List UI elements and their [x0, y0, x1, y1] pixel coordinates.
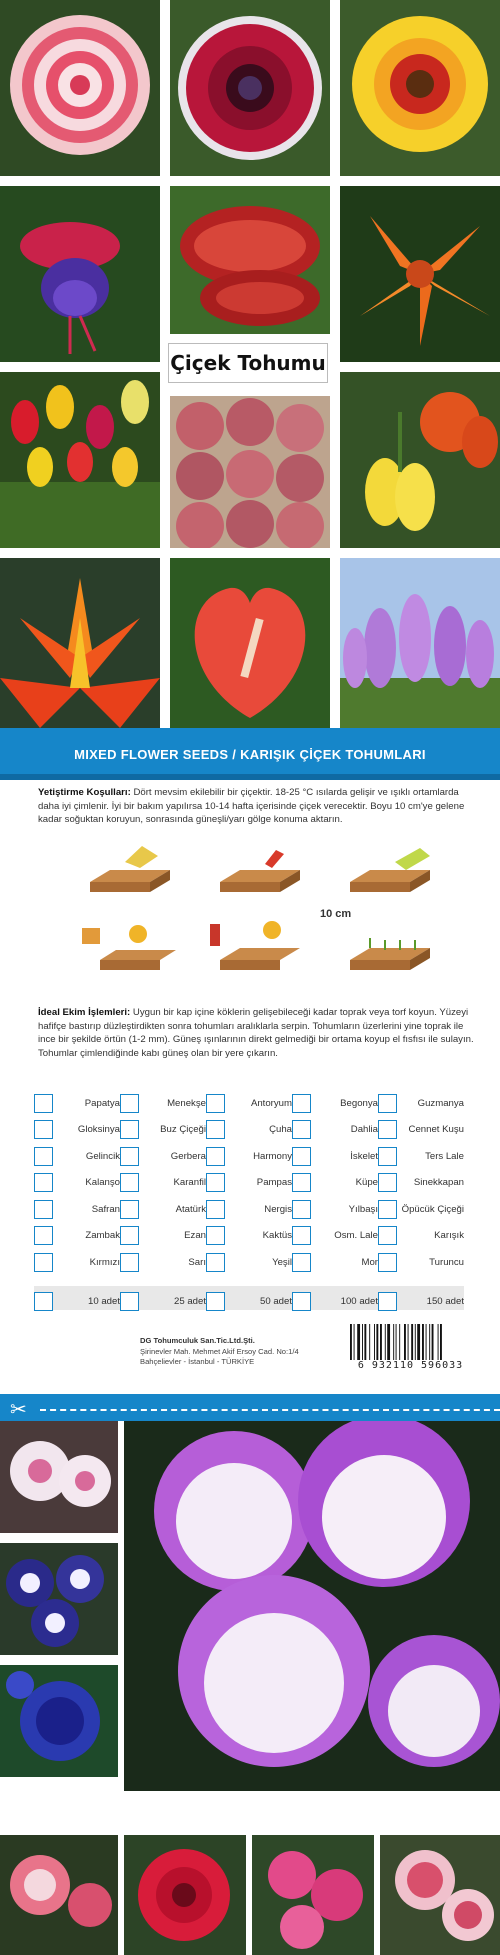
checkbox[interactable]	[206, 1120, 225, 1139]
photo-violet-gloxinia	[0, 1665, 118, 1777]
variety-label: Karışık	[434, 1230, 464, 1241]
quantity-label: 150 adet	[426, 1295, 464, 1307]
variety-option[interactable]	[34, 1223, 120, 1249]
step-level-soil-illustration	[210, 842, 310, 902]
variety-option[interactable]	[34, 1090, 120, 1116]
checkbox[interactable]	[292, 1147, 311, 1166]
photo-anthurium	[170, 558, 330, 728]
step-measure-label: 10 cm	[320, 908, 352, 920]
variety-option[interactable]	[206, 1117, 292, 1143]
variety-option[interactable]	[34, 1196, 120, 1222]
scissors-icon: ✂	[10, 1399, 27, 1421]
variety-option[interactable]	[120, 1117, 206, 1143]
variety-label: İskelet	[350, 1150, 378, 1162]
quantity-label: 100 adet	[340, 1295, 378, 1307]
variety-option[interactable]	[292, 1223, 378, 1249]
variety-label: Çuha	[269, 1124, 292, 1135]
variety-label: Kırmızı	[89, 1256, 120, 1268]
product-title-label: Çiçek Tohumu	[168, 343, 328, 383]
company-name: DG Tohumculuk San.Tic.Ltd.Şti.	[140, 1336, 255, 1345]
variety-label: Dahlia	[350, 1124, 378, 1135]
checkbox[interactable]	[34, 1292, 53, 1311]
checkbox[interactable]	[206, 1253, 225, 1272]
variety-label: Turuncu	[429, 1256, 464, 1268]
photo-tulips	[0, 372, 160, 548]
variety-label: Papatya	[84, 1097, 120, 1109]
variety-label: Kalanşo	[85, 1177, 120, 1188]
ideal-sowing-text: Uygun bir kap içine köklerin gelişebileceği kadar toprak veya torf koyun. Yüzeyi hafifçe bastırıp düzleştirdikten sonra tohumları aralıklarla serpin. Tohumların üzerlerini yine toprak ile ince bir şekilde örtün (1-2 mm). Güneş ışınlarının direkt gelmediği bir ortama koyup el fısfısı ile sulayın. Tohumlar çimlendiğinde kabı güneş olan bir yere çıkarın.	[38, 1007, 474, 1059]
checkbox[interactable]	[120, 1173, 139, 1192]
variety-label: Pampas	[256, 1177, 292, 1188]
photo-purple-white-gloxinia	[124, 1421, 500, 1791]
variety-option[interactable]	[120, 1090, 206, 1116]
variety-option[interactable]	[120, 1143, 206, 1169]
variety-option[interactable]	[292, 1249, 378, 1275]
checkbox[interactable]	[120, 1147, 139, 1166]
variety-label: Guzmanya	[417, 1097, 464, 1109]
variety-option[interactable]	[120, 1170, 206, 1196]
variety-option[interactable]	[34, 1249, 120, 1275]
photo-magenta-gloxinia	[252, 1835, 374, 1955]
variety-option[interactable]	[206, 1090, 292, 1116]
photo-crown-imperial	[340, 372, 500, 548]
checkbox[interactable]	[378, 1120, 397, 1139]
variety-label: Yılbaşı	[348, 1203, 378, 1215]
seed-packet-back	[0, 728, 500, 1421]
checkbox[interactable]	[378, 1200, 397, 1219]
ideal-sowing-label: İdeal Ekim İşlemleri:	[38, 1007, 131, 1018]
checkbox[interactable]	[378, 1253, 397, 1272]
quantity-label: 25 adet	[173, 1295, 206, 1307]
checkbox[interactable]	[120, 1120, 139, 1139]
checkbox[interactable]	[206, 1226, 225, 1245]
growing-conditions-text: Dört mevsim ekilebilir bir çiçektir. 18-25 °C ısılarda gelişir ve ışıklı ortamlarda daha iyi çimlenir. İyi bir bakım yapılırsa 10-14 hafta içerisinde çiçek verecektir. Boyu 10 cm'ye gelene kadar soğuktan koruyun, sonrasında güneşli/yarı gölge konuma aktarın.	[38, 787, 465, 826]
checkbox[interactable]	[120, 1200, 139, 1219]
variety-option[interactable]	[34, 1143, 120, 1169]
photo-gloxinia	[170, 0, 330, 176]
photo-white-gloxinia	[0, 1421, 118, 1533]
photo-fuchsia	[0, 186, 160, 362]
checkbox[interactable]	[206, 1173, 225, 1192]
variety-label: Gloksinya	[77, 1124, 120, 1135]
variety-label: Begonya	[340, 1097, 378, 1109]
variety-option[interactable]	[292, 1090, 378, 1116]
checkbox[interactable]	[292, 1120, 311, 1139]
variety-option[interactable]	[206, 1170, 292, 1196]
variety-label: Ezan	[184, 1230, 206, 1241]
variety-option[interactable]	[378, 1117, 464, 1143]
checkbox[interactable]	[378, 1147, 397, 1166]
photo-lithops	[170, 396, 330, 548]
quantity-option[interactable]	[292, 1288, 378, 1314]
checkbox[interactable]	[292, 1173, 311, 1192]
checkbox[interactable]	[34, 1253, 53, 1272]
variety-label: Yeşil	[272, 1256, 292, 1268]
photo-guzmania	[0, 558, 160, 728]
quantity-option[interactable]	[206, 1288, 292, 1314]
variety-option[interactable]	[120, 1249, 206, 1275]
variety-option[interactable]	[292, 1170, 378, 1196]
checkbox[interactable]	[378, 1173, 397, 1192]
variety-label: Mor	[361, 1256, 378, 1268]
variety-label: Buz Çiçeği	[160, 1124, 206, 1135]
checkbox[interactable]	[292, 1253, 311, 1272]
variety-label: Gelincik	[85, 1150, 120, 1162]
variety-option[interactable]	[292, 1143, 378, 1169]
quantity-option[interactable]	[34, 1288, 120, 1314]
variety-option[interactable]	[34, 1117, 120, 1143]
variety-label: Sarı	[188, 1256, 206, 1268]
ideal-sowing	[38, 1006, 478, 1060]
photo-red-gloxinia	[124, 1835, 246, 1955]
checkbox[interactable]	[378, 1226, 397, 1245]
company-address-line1: Şirinevler Mah. Mehmet Akif Ersoy Cad. No:1/4	[140, 1346, 299, 1356]
variety-label: Cennet Kuşu	[408, 1124, 464, 1135]
variety-option[interactable]	[378, 1249, 464, 1275]
step-seedlings-illustration	[340, 918, 440, 978]
checkbox[interactable]	[120, 1094, 139, 1113]
quantity-option[interactable]	[120, 1288, 206, 1314]
checkbox[interactable]	[206, 1147, 225, 1166]
quantity-row	[34, 1286, 464, 1310]
checkbox[interactable]	[34, 1173, 53, 1192]
quantity-option[interactable]	[378, 1288, 464, 1314]
barcode	[348, 1324, 473, 1376]
checkbox[interactable]	[120, 1253, 139, 1272]
checkbox[interactable]	[120, 1226, 139, 1245]
checkbox[interactable]	[34, 1120, 53, 1139]
checkbox[interactable]	[378, 1094, 397, 1113]
barcode-bars	[348, 1324, 473, 1360]
variety-option[interactable]	[120, 1196, 206, 1222]
checkbox[interactable]	[34, 1147, 53, 1166]
variety-option[interactable]	[206, 1249, 292, 1275]
flower-photo-grid	[0, 0, 500, 728]
variety-label: Atatürk	[175, 1203, 206, 1215]
step-sunlight-illustration	[210, 918, 310, 978]
variety-option[interactable]	[378, 1143, 464, 1169]
checkbox[interactable]	[292, 1094, 311, 1113]
checkbox[interactable]	[206, 1094, 225, 1113]
step-sow-seeds-illustration	[340, 842, 440, 902]
step-pour-soil-illustration	[80, 842, 180, 902]
checkbox[interactable]	[292, 1292, 311, 1311]
photo-lily	[340, 186, 500, 362]
photo-begonia	[0, 0, 160, 176]
variety-option[interactable]	[292, 1196, 378, 1222]
variety-label: Safran	[91, 1203, 120, 1215]
variety-option[interactable]	[378, 1170, 464, 1196]
step-water-illustration	[80, 918, 180, 978]
variety-option[interactable]	[120, 1223, 206, 1249]
company-info	[140, 1336, 340, 1368]
variety-option[interactable]	[206, 1143, 292, 1169]
photo-blue-gloxinia	[0, 1543, 118, 1655]
variety-option[interactable]	[34, 1170, 120, 1196]
variety-label: Karanfil	[173, 1177, 206, 1188]
packet-banner: MIXED FLOWER SEEDS / KARIŞIK ÇİÇEK TOHUMLARI	[0, 728, 500, 780]
variety-option[interactable]	[206, 1223, 292, 1249]
variety-option[interactable]	[378, 1223, 464, 1249]
photo-dahlia	[340, 0, 500, 176]
variety-label: Zambak	[85, 1230, 120, 1241]
growing-conditions	[38, 786, 478, 827]
checkbox[interactable]	[292, 1226, 311, 1245]
variety-label: Sinekkapan	[413, 1177, 464, 1188]
photo-venus-flytrap	[170, 186, 330, 334]
variety-option[interactable]	[378, 1196, 464, 1222]
photo-pink-gloxinia	[0, 1835, 118, 1955]
variety-label: Menekşe	[167, 1097, 206, 1109]
quantity-label: 10 adet	[87, 1295, 120, 1307]
checkbox[interactable]	[34, 1200, 53, 1219]
barcode-number: 6 932110 596033	[357, 1360, 464, 1371]
photo-rose-gloxinia	[380, 1835, 500, 1955]
variety-label: Gerbera	[170, 1150, 206, 1162]
checkbox[interactable]	[34, 1226, 53, 1245]
checkbox[interactable]	[206, 1292, 225, 1311]
growing-conditions-label: Yetiştirme Koşulları:	[38, 787, 131, 798]
checkbox[interactable]	[378, 1292, 397, 1311]
quantity-label: 50 adet	[259, 1295, 292, 1307]
variety-option[interactable]	[292, 1117, 378, 1143]
checkbox[interactable]	[206, 1200, 225, 1219]
variety-label: Kaktüs	[262, 1230, 292, 1241]
variety-label: Ters Lale	[425, 1150, 464, 1162]
variety-option[interactable]	[206, 1196, 292, 1222]
variety-label: Osm. Lale	[334, 1230, 378, 1241]
variety-option[interactable]	[378, 1090, 464, 1116]
company-address-line2: Bahçelievler - İstanbul - TÜRKİYE	[140, 1357, 255, 1366]
sowing-steps-illustration	[80, 842, 450, 987]
variety-label: Nergis	[264, 1203, 292, 1215]
photo-pampas-grass	[340, 558, 500, 728]
checkbox[interactable]	[292, 1200, 311, 1219]
variety-label: Antoryum	[250, 1097, 292, 1109]
checkbox[interactable]	[120, 1292, 139, 1311]
variety-label: Küpe	[355, 1177, 378, 1188]
variety-label: Öpücük Çiçeği	[401, 1203, 464, 1215]
checkbox[interactable]	[34, 1094, 53, 1113]
variety-label: Harmony	[253, 1150, 292, 1162]
gloxinia-photo-collage	[0, 1421, 500, 1955]
